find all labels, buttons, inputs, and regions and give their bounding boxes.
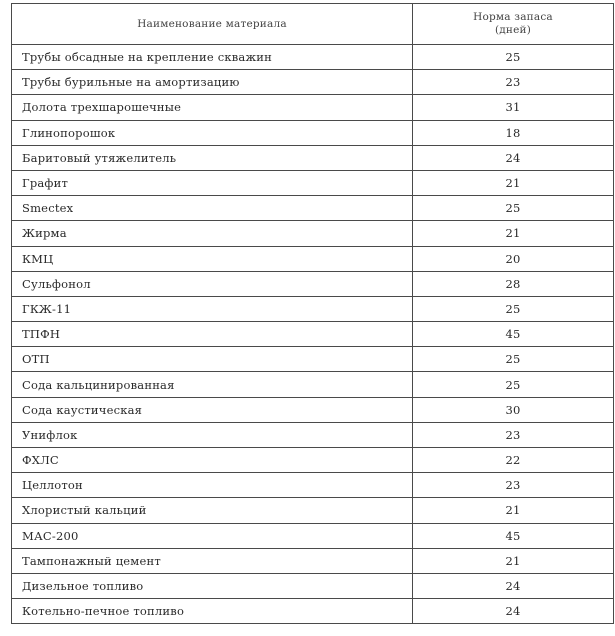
stock-days-cell: 24	[413, 145, 614, 170]
table-row	[12, 271, 614, 296]
table-row	[12, 45, 614, 70]
material-name-cell: Глинопорошок	[12, 120, 413, 145]
stock-days-cell: 30	[413, 397, 614, 422]
stock-days-cell: 28	[413, 271, 614, 296]
table-body	[12, 45, 614, 624]
material-name-cell: Баритовый утяжелитель	[12, 145, 413, 170]
table-row	[12, 473, 614, 498]
table-row	[12, 246, 614, 271]
table-row	[12, 95, 614, 120]
stock-days-cell: 20	[413, 246, 614, 271]
header-stock-norm	[413, 4, 614, 45]
material-name-cell: Долота трехшарошечные	[12, 95, 413, 120]
table-row	[12, 422, 614, 447]
table-row	[12, 70, 614, 95]
stock-days-cell: 45	[413, 322, 614, 347]
inventory-norms-table	[11, 3, 614, 624]
stock-days-cell: 45	[413, 523, 614, 548]
table-row	[12, 221, 614, 246]
table-row	[12, 523, 614, 548]
material-name-cell: Хлористый кальций	[12, 498, 413, 523]
material-name-cell: Тампонажный цемент	[12, 548, 413, 573]
stock-days-cell: 25	[413, 196, 614, 221]
stock-days-cell: 22	[413, 448, 614, 473]
material-name-cell: ФХЛС	[12, 448, 413, 473]
stock-days-cell: 25	[413, 347, 614, 372]
material-name-cell: Сода кальцинированная	[12, 372, 413, 397]
header-stock-norm-line1: Норма запаса	[473, 11, 553, 23]
table-header	[12, 4, 614, 45]
material-name-cell: ТПФН	[12, 322, 413, 347]
stock-days-cell: 21	[413, 221, 614, 246]
table-row	[12, 196, 614, 221]
stock-days-cell: 25	[413, 45, 614, 70]
table-row	[12, 599, 614, 624]
material-name-cell: Smectex	[12, 196, 413, 221]
material-name-cell: Дизельное топливо	[12, 573, 413, 598]
stock-days-cell: 18	[413, 120, 614, 145]
stock-days-cell: 23	[413, 422, 614, 447]
stock-days-cell: 21	[413, 548, 614, 573]
material-name-cell: КМЦ	[12, 246, 413, 271]
material-name-cell: Котельно-печное топливо	[12, 599, 413, 624]
stock-days-cell: 25	[413, 296, 614, 321]
stock-days-cell: 24	[413, 573, 614, 598]
table-row	[12, 548, 614, 573]
header-row	[12, 4, 614, 45]
header-material-name	[12, 4, 413, 45]
material-name-cell: Трубы бурильные на амортизацию	[12, 70, 413, 95]
material-name-cell: Жирма	[12, 221, 413, 246]
table-row	[12, 372, 614, 397]
material-name-cell: Сульфонол	[12, 271, 413, 296]
header-material-name-text: Наименование материала	[137, 17, 287, 30]
material-name-cell: Унифлок	[12, 422, 413, 447]
stock-days-cell: 23	[413, 473, 614, 498]
stock-days-cell: 21	[413, 170, 614, 195]
table-row	[12, 347, 614, 372]
material-name-cell: МАС-200	[12, 523, 413, 548]
table-row	[12, 448, 614, 473]
table-row	[12, 573, 614, 598]
table-row	[12, 397, 614, 422]
stock-days-cell: 24	[413, 599, 614, 624]
table-row	[12, 145, 614, 170]
stock-days-cell: 21	[413, 498, 614, 523]
header-stock-norm-line2: (дней)	[494, 24, 532, 36]
table-row	[12, 322, 614, 347]
table-row	[12, 498, 614, 523]
stock-days-cell: 25	[413, 372, 614, 397]
table-row	[12, 296, 614, 321]
table-row	[12, 170, 614, 195]
table-row	[12, 120, 614, 145]
material-name-cell: Целлотон	[12, 473, 413, 498]
material-name-cell: ГКЖ-11	[12, 296, 413, 321]
material-name-cell: Трубы обсадные на крепление скважин	[12, 45, 413, 70]
material-name-cell: Сода каустическая	[12, 397, 413, 422]
stock-days-cell: 23	[413, 70, 614, 95]
stock-days-cell: 31	[413, 95, 614, 120]
material-name-cell: ОТП	[12, 347, 413, 372]
material-name-cell: Графит	[12, 170, 413, 195]
